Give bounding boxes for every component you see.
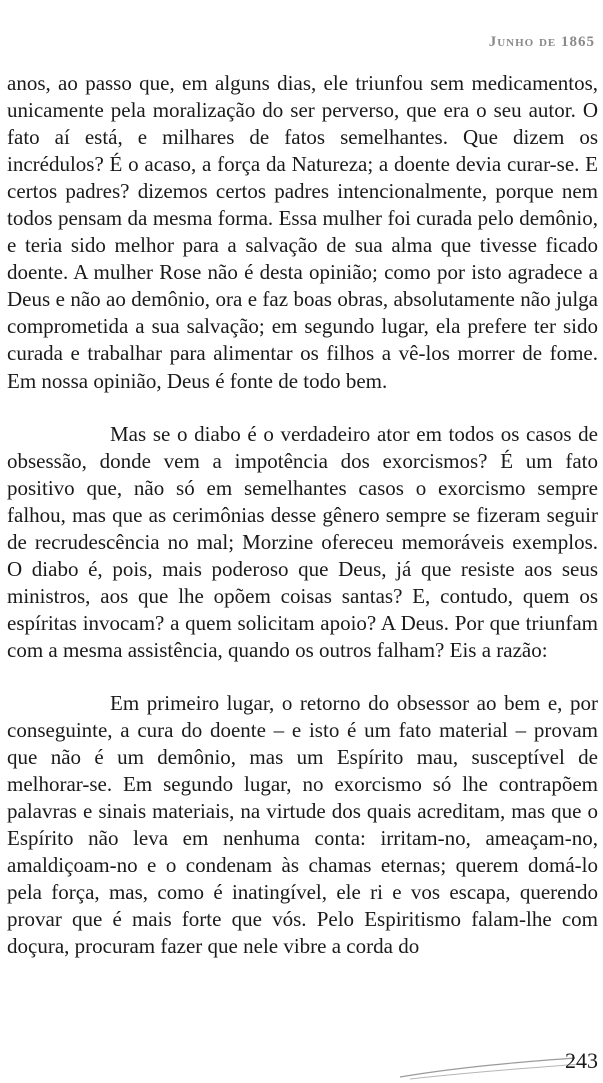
swoosh-ornament <box>0 1040 603 1083</box>
page-number: 243 <box>565 1048 598 1073</box>
paragraph-3: Em primeiro lugar, o retorno do obsessor ao bem e, por conseguinte, a cura do doente – e isto é um fato material – provam que não é um demônio, mas um Espírito mau, susceptível de melhorar-se. Em segundo lugar, no exorcismo só lhe contrapõem palavras e sinais materiais, na virtude dos quais acreditam, mas que o Espírito não leva em nenhuma conta: irritam-no, ameaçam-no, amaldiçoam-no e o condenam às chamas eternas; querem domá-lo pela força, mas, como é inatingível, ele ri e vos escapa, querendo provar que é mais forte que vós. Pelo Espiritismo falam-lhe com doçura, procuram fazer que nele vibre a corda do <box>7 690 598 959</box>
page-footer <box>0 1040 603 1083</box>
paragraph-1: anos, ao passo que, em alguns dias, ele triunfou sem medicamentos, unicamente pela moralização do ser perverso, que era o seu autor. O fato aí está, e milhares de fatos semelhantes. Que dizem os incrédulos? É o acaso, a força da Natureza; a doente devia curar-se. E certos padres? dizemos certos padres intencionalmente, porque nem todos pensam da mesma forma. Essa mulher foi curada pelo demônio, e teria sido melhor para a salvação de sua alma que tivesse ficado doente. A mulher Rose não é desta opinião; como por isto agradece a Deus e não ao demônio, ora e faz boas obras, absolutamente não julga comprometida a sua salvação; em segundo lugar, ela prefere ter sido curada e trabalhar para alimentar os filhos a vê-los morrer de fome. Em nossa opinião, Deus é fonte de todo bem. <box>7 71 598 393</box>
paragraph-2: Mas se o diabo é o verdadeiro ator em todos os casos de obsessão, donde vem a impotência dos exorcismos? É um fato positivo que, não só em semelhantes casos o exorcismo sempre falhou, mas que as cerimônias desse gênero sempre se fizeram seguir de recrudescência no mal; Morzine ofereceu memoráveis exemplos. O diabo é, pois, mais poderoso que Deus, já que resiste aos seus ministros, aos que lhe opõem coisas santas? E, contudo, quem os espíritas invocam? a quem solicitam apoio? A Deus. Por que triunfam com a mesma assistência, quando os outros falham? Eis a razão: <box>7 421 598 662</box>
page-body <box>7 70 598 960</box>
running-header: Junho de 1865 <box>488 34 595 50</box>
